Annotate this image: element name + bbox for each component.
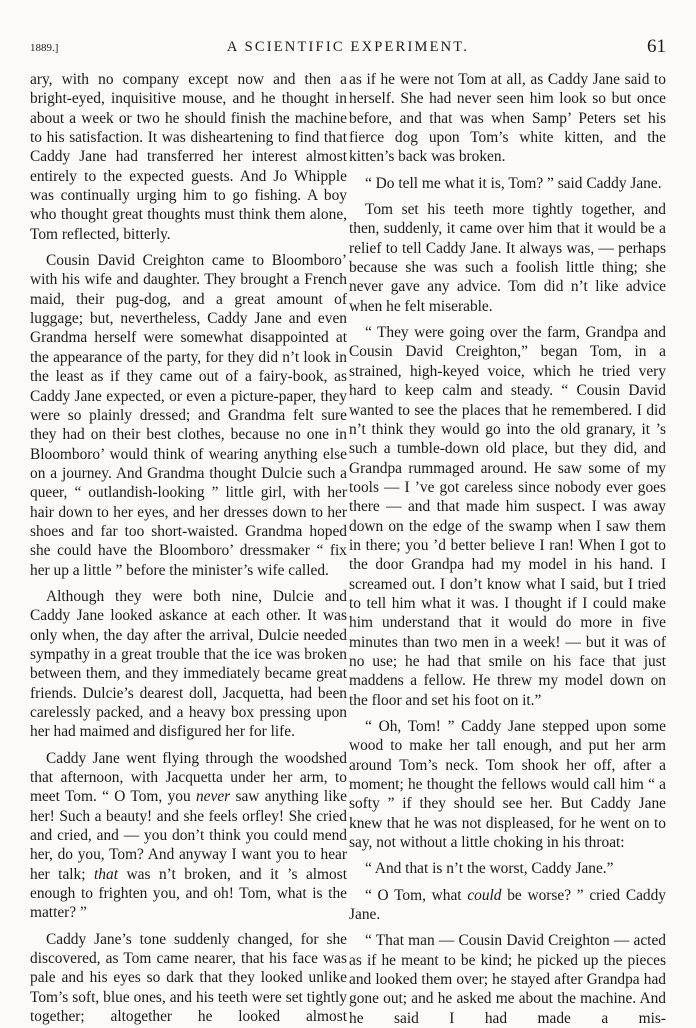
paragraph: “ That man — Cousin David Creighton — acted as if he meant to be kind; he picked up the pieces and looked them over; he stayed after Grandpa had gone out; and he asked me about the machine. And he said I had made a mis- [349, 932, 666, 1027]
text-run: Caddy Jane went flying through the woodshed that afternoon, with Jacquetta under her arm, to meet Tom. “ O Tom, you [30, 749, 347, 806]
paragraph: “ They were going over the farm, Grandpa and Cousin David Creighton,” began Tom, in a strained, high-keyed voice, which he tried very hard to keep calm and steady. “ Cousin David wanted to see the places that he remembered. I did n’t think they would go into the old granary, it ’s such a tumble-down old place, but they did, and Grandpa rummaged around. He saw some of my tools — I ’ve got careless since nobody ever goes there — and that made him suspect. I was away down on the edge of the swamp when I saw them in there; you ’d better believe I ran! When I got to the door Grandpa had my model in his hand. I screamed out. I don’t know what I said, but I tried to tell him what it was. I thought if I could make him understand that it would do more in five minutes than two men in a week! — but it was of no use; he had that smile on his face that just maddens a fellow. He threw my model down on the floor and set his foot on it.” [349, 324, 666, 709]
text-run: “ O Tom, what [365, 886, 468, 904]
paragraph [349, 886, 666, 925]
paragraph: Although they were both nine, Dulcie and Caddy Jane looked askance at each other. It was only when, the day after the arrival, Dulcie needed sympathy in a great trouble that the ice was broken between them, and they immediately became great friends. Dulcie’s dearest doll, Jacquetta, had been carelessly packed, and a heavy box pressing upon her had maimed and disfigured her for life. [30, 587, 347, 741]
right-column [349, 70, 666, 1028]
paragraph [30, 749, 347, 923]
emphasis: never [195, 788, 231, 806]
paragraph: Cousin David Creighton came to Bloomboro’ with his wife and daughter. They brought a French maid, their pug-dog, and a great amount of luggage; but, nevertheless, Caddy Jane and even Grandma herself were somewhat disappointed at the appearance of the party, for they did n’t look in the least as if they came out of a fairy-book, as Caddy Jane expected, or even a picture-paper, they were so plainly dressed; and Grandma felt sure they had on their best clothes, because no one in Bloomboro’ would think of wearing anything else on a journey. And Grandma thought Dulcie such a queer, “ outlandish-looking ” little girl, with her hair down to her eyes, and her dresses down to her shoes and far too short-waisted. Grandma hoped she could have the Bloomboro’ dressmaker “ fix her up a little ” before the minister’s wife called. [30, 252, 347, 579]
paragraph: as if he were not Tom at all, as Caddy Jane said to herself. She had never seen him look so but once before, and that was when Samp’ Peters set his fierce dog upon Tom’s white kitten, and the kitten’s back was broken. [349, 71, 666, 166]
paragraph: ary, with no company except now and then a bright-eyed, inquisitive mouse, and he thought in about a week or two he should finish the machine to his satisfaction. It was disheartening to find that Caddy Jane had transferred her interest almost entirely to the expected guests. And Jo Whipple was continually urging him to go fishing. A boy who thought great thoughts must think them alone, Tom reflected, bitterly. [30, 71, 347, 243]
paragraph: Caddy Jane’s tone suddenly changed, for she discovered, as Tom came nearer, that his face was pale and his eyes so dark that they looked unlike Tom’s soft, blue ones, and his teeth were set tightly together; altogether he looked almost [30, 930, 347, 1026]
emphasis: could [467, 886, 502, 904]
paragraph: “ Oh, Tom! ” Caddy Jane stepped upon some wood to make her tall enough, and put her arm around Tom’s neck. Tom shook her off, after a moment; he thought the fellows would call him “ a softy ” if they should see her. But Caddy Jane knew that he was not displeased, for he went on to say, not without a little choking in his throat: [349, 718, 666, 852]
text-run: saw anything like her! Such a beauty! and she feels orfley! She cried and cried, and — you don’t think you could mend her, do you, Tom? And anyway I want you to hear her talk; [30, 788, 347, 883]
header-year: 1889.] [30, 42, 59, 54]
paragraph: “ Do tell me what it is, Tom? ” said Caddy Jane. [365, 174, 662, 192]
header-title: A SCIENTIFIC EXPERIMENT. [226, 39, 470, 55]
text-run: was n’t broken, and it ’s almost enough to frighten you, and oh! Tom, what is the matter? ” [30, 865, 347, 922]
text-run: be worse? ” cried Caddy Jane. [349, 886, 666, 924]
paragraph: Tom set his teeth more tightly together, and then, suddenly, it came over him that it would be a relief to tell Caddy Jane. It always was, — perhaps because she was such a foolish little thing; she never gave any advice. Tom did n’t like advice when he felt miserable. [349, 201, 666, 315]
left-column [30, 70, 347, 1027]
paragraph: “ And that is n’t the worst, Caddy Jane.” [365, 860, 614, 878]
emphasis: that [94, 865, 118, 883]
page-number: 61 [647, 36, 666, 57]
running-header [30, 36, 666, 60]
